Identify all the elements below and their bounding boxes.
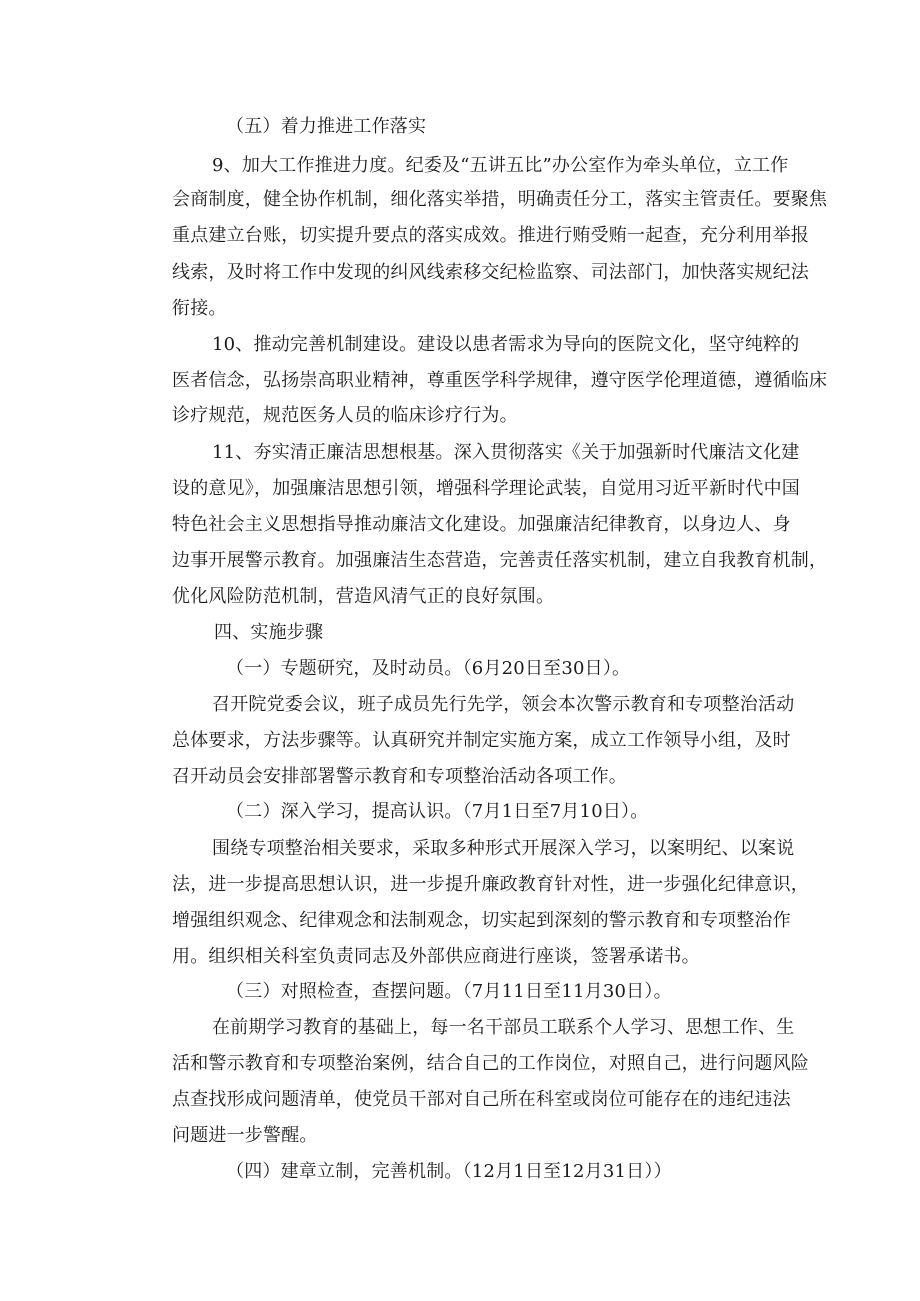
item-11-line-4: 边事开展警示教育。加强廉洁生态营造，完善责任落实机制，建立自我教育机制， [172,550,828,571]
step-4-heading: （四）建章立制，完善机制。（12月1日至12月31日）） [226,1161,672,1182]
item-9-line-3: 重点建立台账，切实提升要点的落实成效。推进行贿受贿一起查，充分利用举报 [172,225,809,246]
step-3-line-3: 点查找形成问题清单，使党员干部对自己所在科室或岗位可能存在的违纪违法 [172,1089,791,1110]
step-2-line-2: 法，进一步提高思想认识，进一步提升廉政教育针对性，进一步强化纪律意识， [172,874,809,895]
item-9-line-2: 会商制度，健全协作机制，细化落实举措，明确责任分工，落实主管责任。要聚焦 [172,189,828,210]
step-1-heading: （一）专题研究，及时动员。（6月20日至30日）。 [226,658,631,679]
item-11-line-5: 优化风险防范机制，营造风清气正的良好氛围。 [172,586,555,607]
step-3-line-4: 问题进一步警醒。 [172,1125,318,1146]
step-3-heading: （三）对照检查，查摆问题。（7月11日至11月30日）。 [226,981,672,1002]
step-2-line-4: 用。组织相关科室负责同志及外部供应商进行座谈，签署承诺书。 [172,946,700,967]
item-9-line-5: 衔接。 [172,298,227,319]
step-1-line-1: 召开院党委会议，班子成员先行先学，领会本次警示教育和专项整治活动 [212,694,795,715]
step-1-line-2: 总体要求，方法步骤等。认真研究并制定实施方案，成立工作领导小组，及时 [172,730,791,751]
item-11-line-2: 设的意见》，加强廉洁思想引领，增强科学理论武装，自觉用习近平新时代中国 [172,478,800,499]
step-3-line-2: 活和警示教育和专项整治案例，结合自己的工作岗位，对照自己，进行问题风险 [172,1053,809,1074]
item-10-line-2: 医者信念，弘扬崇高职业精神，尊重医学科学规律，遵守医学伦理道德，遵循临床 [172,370,828,391]
section-heading-4: 四、实施步骤 [214,622,324,643]
item-11-line-3: 特色社会主义思想指导推动廉洁文化建设。加强廉洁纪律教育，以身边人、身 [172,514,791,535]
step-2-heading: （二）深入学习，提高认识。（7月1日至7月10日）。 [226,801,649,822]
step-2-line-1: 围绕专项整治相关要求，采取多种形式开展深入学习，以案明纪、以案说 [212,838,795,859]
step-1-line-3: 召开动员会安排部署警示教育和专项整治活动各项工作。 [172,766,627,787]
step-2-line-3: 增强组织观念、纪律观念和法制观念，切实起到深刻的警示教育和专项整治作 [172,910,791,931]
item-9-line-1: 9、加大工作推进力度。纪委及“五讲五比”办公室作为牵头单位，立工作 [212,155,789,176]
item-10-line-3: 诊疗规范，规范医务人员的临床诊疗行为。 [172,405,518,426]
item-10-line-1: 10、推动完善机制建设。建设以患者需求为导向的医院文化，坚守纯粹的 [212,334,800,355]
step-3-line-1: 在前期学习教育的基础上，每一名干部员工联系个人学习、思想工作、生 [212,1017,795,1038]
item-9-line-4: 线索，及时将工作中发现的纠风线索移交纪检监察、司法部门，加快落实规纪法 [172,262,809,283]
section-heading-5: （五）着力推进工作落实 [226,116,427,137]
item-11-line-1: 11、夯实清正廉洁思想根基。深入贯彻落实《关于加强新时代廉洁文化建 [212,442,800,463]
